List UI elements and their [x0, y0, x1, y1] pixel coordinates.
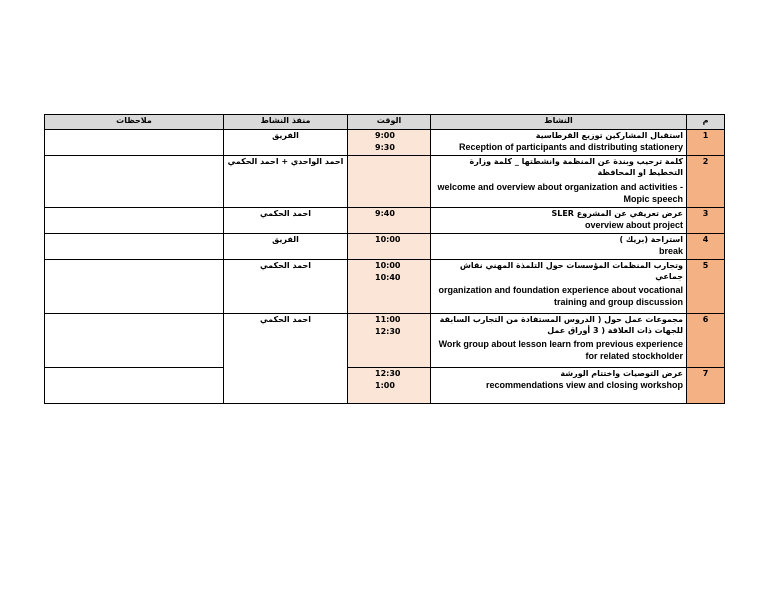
header-notes: ملاحظات [45, 115, 224, 130]
table-row [45, 156, 725, 208]
activity-english: break [658, 246, 683, 256]
row-number: 6 [687, 314, 725, 368]
time-cell [348, 156, 431, 208]
row-number: 5 [687, 260, 725, 314]
row-number: 1 [687, 130, 725, 156]
activity-cell [431, 208, 687, 234]
time-start: 10:00 [375, 235, 401, 244]
header-num: م [687, 115, 725, 130]
notes-cell [45, 130, 224, 156]
activity-arabic: استراحة (بريك ) [619, 235, 683, 244]
notes-cell [45, 234, 224, 260]
header-organizer: منفذ النشاط [224, 115, 348, 130]
organizer-cell: احمد الحكمي [224, 208, 348, 234]
agenda-table [44, 114, 725, 404]
time-end: 9:30 [375, 143, 395, 152]
activity-arabic: عرض تعريفي عن المشروع SLER [551, 209, 683, 218]
organizer-cell: الفريق [224, 234, 348, 260]
organizer-cell: احمد الواحدي + احمد الحكمي [224, 156, 348, 208]
notes-cell [45, 368, 224, 404]
time-end: 10:40 [375, 273, 401, 282]
activity-cell [431, 368, 687, 404]
activity-english: overview about project [584, 220, 683, 230]
row-number: 2 [687, 156, 725, 208]
activity-arabic: مجموعات عمل حول ( الدروس المستفادة من التجارب السابقة للجهات ذات العلاقة ( 3 أوراق عمل [439, 315, 683, 335]
activity-arabic: استقبال المشاركين توزيع القرطاسية [535, 131, 683, 140]
time-start: 12:30 [375, 369, 401, 378]
time-end: 1:00 [375, 381, 395, 390]
activity-cell [431, 234, 687, 260]
table-row [45, 260, 725, 314]
activity-arabic: كلمة ترحيب وبندة عن المنظمة وانشطتها _ كلمة وزارة التخطيط او المحافظة [469, 157, 683, 177]
organizer-cell: الفريق [224, 130, 348, 156]
table-row [45, 130, 725, 156]
header-activity: النشاط [431, 115, 687, 130]
notes-cell [45, 208, 224, 234]
notes-cell [45, 314, 224, 368]
table-row [45, 368, 725, 404]
activity-english: Reception of participants and distributing stationery [458, 142, 683, 152]
activity-cell [431, 130, 687, 156]
row-number: 4 [687, 234, 725, 260]
time-start: 11:00 [375, 315, 401, 324]
activity-english: Work group about lesson learn from previous experience for related stockholder [438, 339, 683, 361]
activity-english: recommendations view and closing workshop [485, 380, 683, 390]
organizer-cell: احمد الحكمي [224, 314, 348, 404]
activity-cell [431, 314, 687, 368]
activity-cell [431, 156, 687, 208]
header-row [45, 115, 725, 130]
time-start: 10:00 [375, 261, 401, 270]
activity-arabic: وتجارب المنظمات المؤسسات حول التلمذة المهني نقاش جماعي [459, 261, 683, 281]
time-cell [348, 208, 431, 234]
time-cell [348, 130, 431, 156]
time-start: 9:40 [375, 209, 395, 218]
row-number: 7 [687, 368, 725, 404]
organizer-cell: احمد الحكمي [224, 260, 348, 314]
notes-cell [45, 156, 224, 208]
time-cell [348, 260, 431, 314]
row-number: 3 [687, 208, 725, 234]
notes-cell [45, 260, 224, 314]
activity-english: welcome and overview about organization and activities - Mopic speech [437, 182, 683, 204]
time-start: 9:00 [375, 131, 395, 140]
table-row [45, 314, 725, 368]
time-cell [348, 368, 431, 404]
header-time: الوقت [348, 115, 431, 130]
time-end: 12:30 [375, 327, 401, 336]
activity-english: organization and foundation experience about vocational training and group discussion [438, 285, 683, 307]
time-cell [348, 234, 431, 260]
activity-cell [431, 260, 687, 314]
time-cell [348, 314, 431, 368]
table-row [45, 234, 725, 260]
activity-arabic: عرض التوصيات واختتام الورشة [560, 369, 683, 378]
table-row [45, 208, 725, 234]
